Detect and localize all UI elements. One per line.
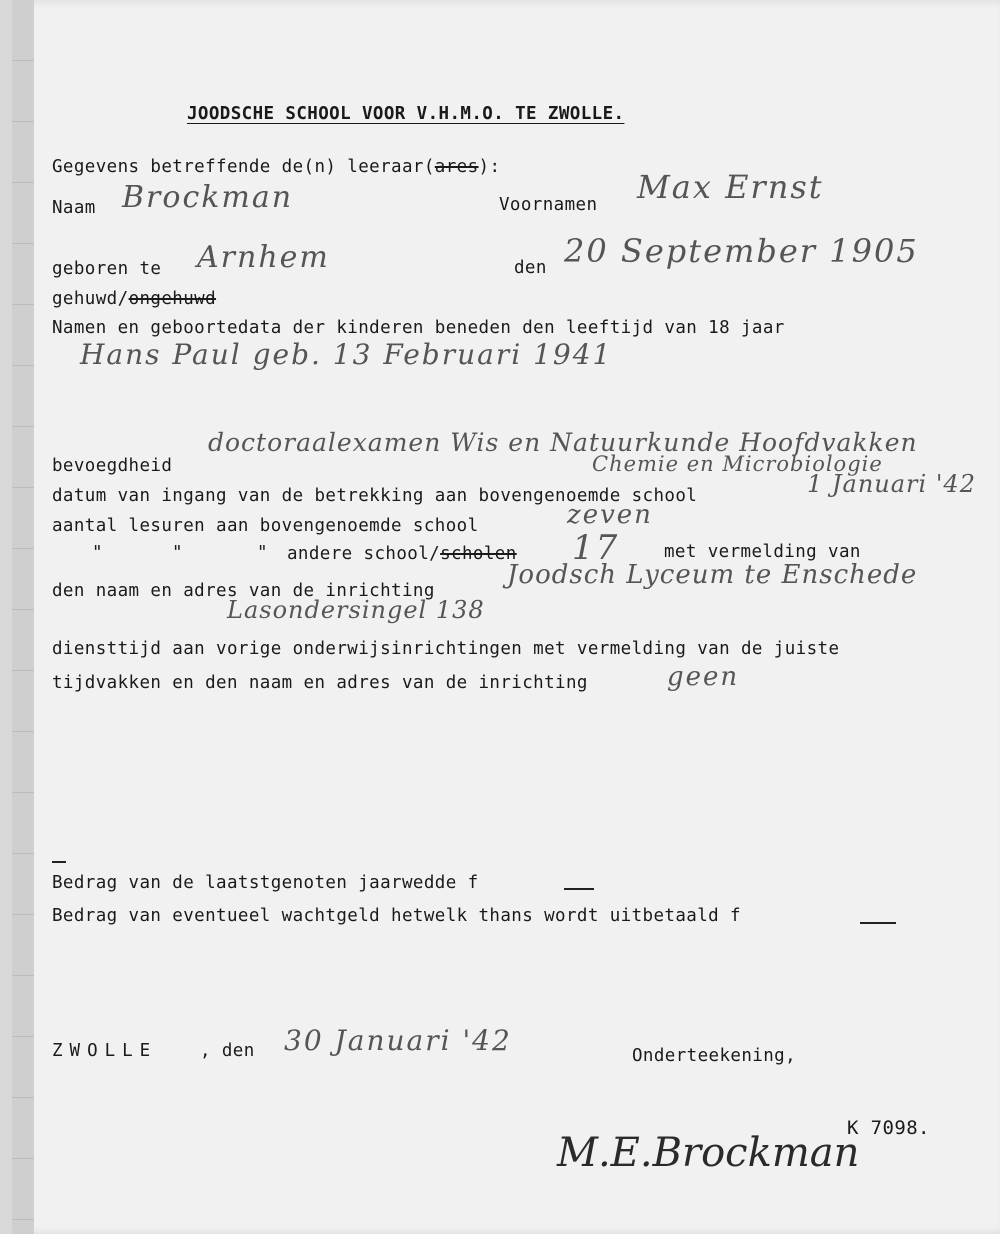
dash-mark — [52, 861, 66, 863]
wachtgeld-label: Bedrag van eventueel wachtgeld hetwelk thans wordt uitbetaald f — [52, 906, 741, 926]
bevoegdheid-value-2: Chemie en Microbiologie — [592, 452, 883, 476]
naam-label: Naam — [52, 198, 96, 218]
binder-edge — [12, 0, 34, 1234]
document-title: JOODSCHE SCHOOL VOOR V.H.M.O. TE ZWOLLE. — [187, 104, 625, 124]
ditto-mark-3: " — [257, 543, 268, 563]
bevoegdheid-label: bevoegdheid — [52, 456, 173, 476]
inrichting-value-2: Lasondersingel 138 — [227, 596, 485, 624]
lesuren-value: zeven — [567, 500, 653, 530]
jaarwedde-blank — [564, 888, 594, 890]
signature: M.E.Brockman — [557, 1130, 860, 1176]
andere-value: 17 — [572, 528, 620, 568]
reference-number: K 7098. — [847, 1117, 930, 1139]
andere-school-line: andere school/scholen — [287, 544, 517, 564]
ingang-value: 1 Januari '42 — [807, 470, 976, 498]
geboren-value: Arnhem — [197, 240, 330, 275]
intro-line: Gegevens betreffende de(n) leeraar(ares): — [52, 157, 501, 177]
ingang-label: datum van ingang van de betrekking aan bovengenoemde school — [52, 486, 698, 506]
lesuren-label: aantal lesuren aan bovengenoemde school — [52, 516, 479, 536]
wachtgeld-blank — [860, 922, 896, 924]
bevoegdheid-value-1: doctoraalexamen Wis en Natuurkunde Hoofdvakken — [208, 428, 918, 457]
voornamen-value: Max Ernst — [637, 168, 824, 206]
inrichting-label: den naam en adres van de inrichting — [52, 581, 435, 601]
signature-label: Onderteekening, — [632, 1046, 797, 1066]
diensttijd-label-2: tijdvakken en den naam en adres van de inrichting — [52, 673, 588, 693]
diensttijd-label-1: diensttijd aan vorige onderwijsinrichtingen met vermelding van de juiste — [52, 639, 840, 659]
document-page — [12, 0, 1000, 1234]
ditto-mark-2: " — [172, 543, 183, 563]
jaarwedde-label: Bedrag van de laatstgenoten jaarwedde f — [52, 873, 479, 893]
kinderen-value: Hans Paul geb. 13 Februari 1941 — [80, 338, 613, 371]
kinderen-label: Namen en geboortedata der kinderen beneden den leeftijd van 18 jaar — [52, 318, 785, 338]
geboren-label: geboren te — [52, 259, 162, 279]
den-label: den — [514, 258, 547, 278]
place-name: ZWOLLE — [52, 1041, 158, 1061]
date-den-label: , den — [200, 1041, 255, 1061]
andere-suffix: met vermelding van — [664, 542, 861, 562]
gehuwd-line: gehuwd/ongehuwd — [52, 289, 217, 309]
ditto-mark-1: " — [92, 543, 103, 563]
inrichting-value-1: Joodsch Lyceum te Enschede — [507, 560, 918, 590]
voornamen-label: Voornamen — [499, 195, 598, 215]
naam-value: Brockman — [122, 180, 294, 215]
date-value: 30 Januari '42 — [284, 1024, 512, 1057]
diensttijd-value: geen — [667, 662, 740, 692]
den-value: 20 September 1905 — [564, 232, 919, 270]
